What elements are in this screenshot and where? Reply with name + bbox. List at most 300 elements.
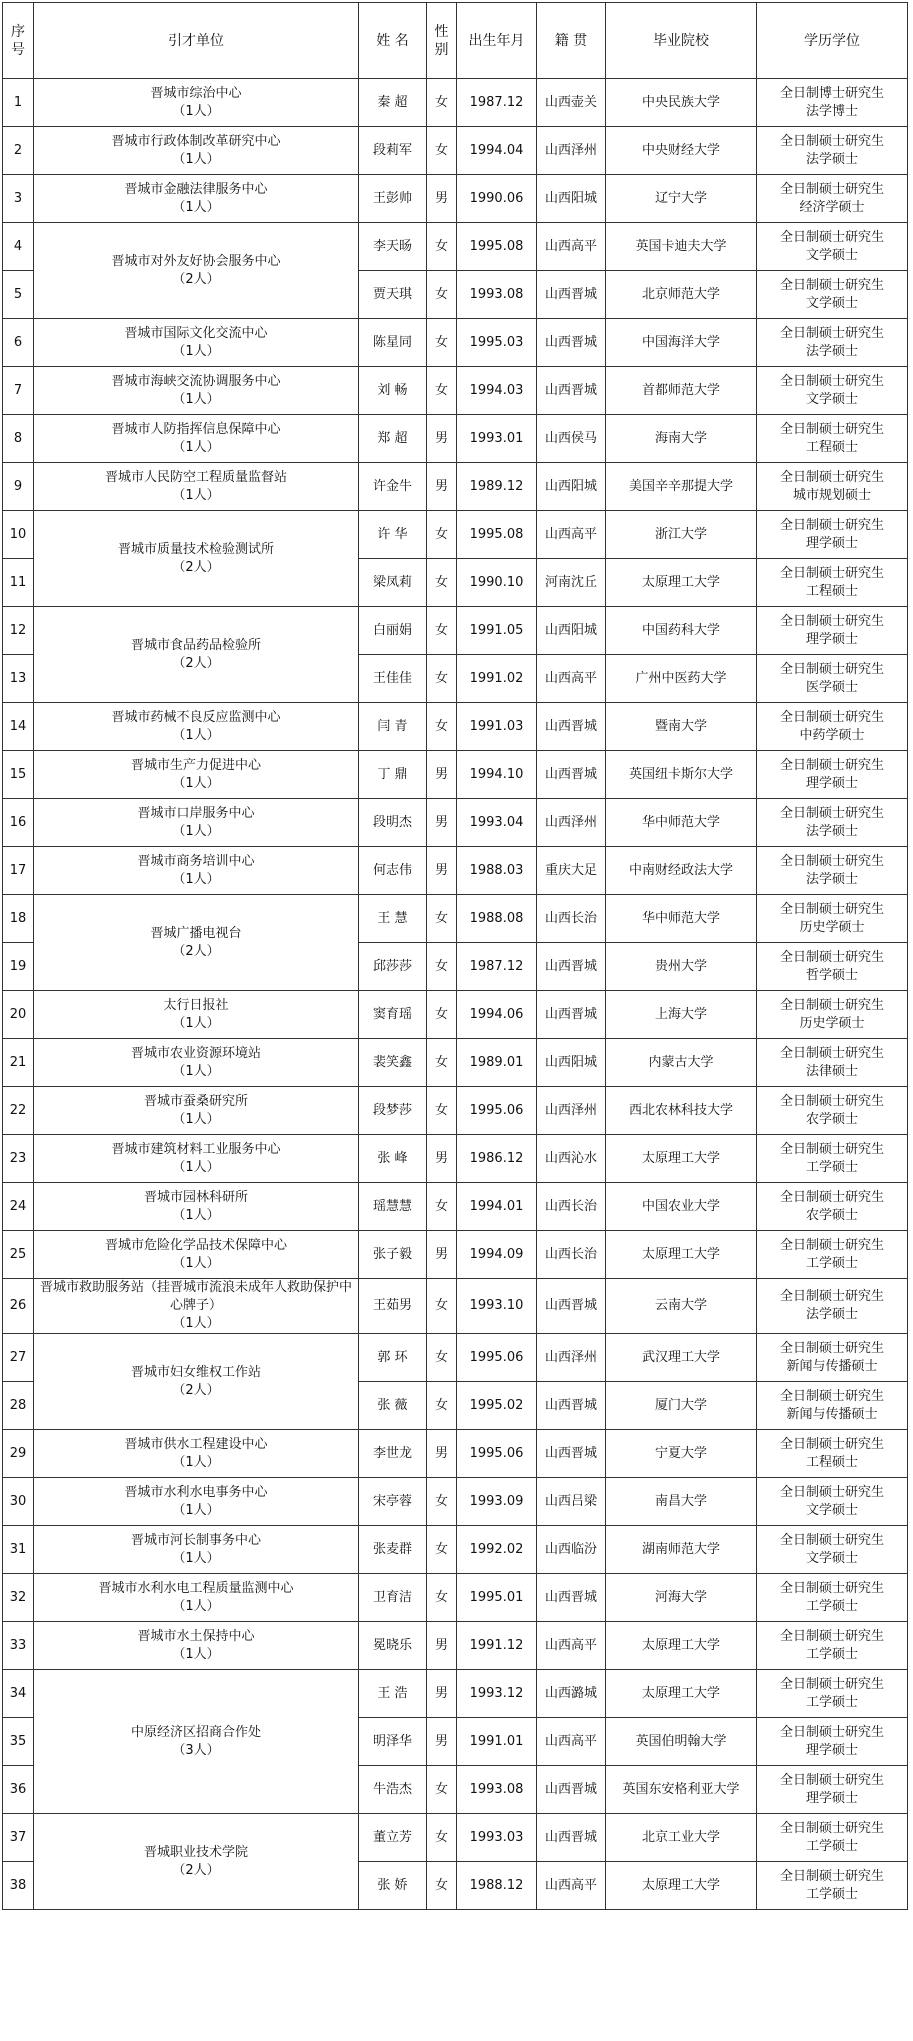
talent-table [2, 2, 908, 1910]
cell-unit [34, 223, 359, 319]
unit-count: （2人） [172, 655, 220, 671]
cell-seq: 28 [3, 1382, 34, 1430]
cell-degree [757, 79, 908, 127]
unit-name: 晋城市河长制事务中心 [130, 1532, 261, 1548]
cell-name: 张 娇 [359, 1862, 427, 1910]
degree-title: 法学博士 [805, 103, 858, 119]
cell-name: 郭 环 [359, 1334, 427, 1382]
cell-gender: 男 [427, 1718, 457, 1766]
unit-count: （1人） [172, 871, 220, 887]
table-row [3, 751, 908, 799]
degree-type: 全日制硕士研究生 [779, 853, 884, 869]
cell-gender: 男 [427, 1135, 457, 1183]
degree-title: 法学硕士 [805, 1307, 858, 1322]
cell-seq: 7 [3, 367, 34, 415]
cell-seq: 38 [3, 1862, 34, 1910]
cell-school: 暨南大学 [606, 703, 757, 751]
degree-type: 全日制硕士研究生 [779, 1388, 884, 1404]
cell-gender: 女 [427, 703, 457, 751]
cell-birth: 1988.03 [457, 847, 537, 895]
cell-name: 贾天琪 [359, 271, 427, 319]
cell-unit [34, 367, 359, 415]
cell-name: 王 浩 [359, 1670, 427, 1718]
cell-name: 张 薇 [359, 1382, 427, 1430]
degree-title: 工学硕士 [805, 1598, 858, 1614]
degree-type: 全日制硕士研究生 [779, 1772, 884, 1788]
degree-type: 全日制硕士研究生 [779, 997, 884, 1013]
cell-seq: 22 [3, 1087, 34, 1135]
unit-count: （1人） [172, 151, 220, 167]
unit-name: 晋城市行政体制改革研究中心 [111, 133, 281, 149]
cell-origin: 山西晋城 [537, 1766, 606, 1814]
degree-type: 全日制硕士研究生 [779, 1340, 884, 1356]
cell-origin: 山西高平 [537, 1718, 606, 1766]
cell-origin: 山西阳城 [537, 175, 606, 223]
cell-origin: 山西晋城 [537, 1574, 606, 1622]
cell-seq: 4 [3, 223, 34, 271]
cell-unit [34, 847, 359, 895]
cell-origin: 山西晋城 [537, 943, 606, 991]
table-row [3, 1526, 908, 1574]
cell-school: 英国卡迪夫大学 [606, 223, 757, 271]
cell-degree [757, 1622, 908, 1670]
unit-count: （1人） [172, 439, 220, 455]
cell-school: 太原理工大学 [606, 1231, 757, 1279]
cell-gender: 女 [427, 1526, 457, 1574]
degree-type: 全日制硕士研究生 [779, 1141, 884, 1157]
cell-seq: 33 [3, 1622, 34, 1670]
cell-unit [34, 1622, 359, 1670]
cell-gender: 女 [427, 1279, 457, 1334]
cell-degree [757, 1814, 908, 1862]
cell-degree [757, 1334, 908, 1382]
cell-degree [757, 607, 908, 655]
cell-degree [757, 703, 908, 751]
cell-unit [34, 79, 359, 127]
cell-birth: 1994.03 [457, 367, 537, 415]
cell-school: 中国药科大学 [606, 607, 757, 655]
cell-school: 河海大学 [606, 1574, 757, 1622]
table-row [3, 415, 908, 463]
table-row [3, 1231, 908, 1279]
degree-title: 城市规划硕士 [792, 487, 871, 503]
unit-name: 晋城职业技术学院 [143, 1844, 248, 1860]
degree-type: 全日制硕士研究生 [779, 517, 884, 533]
cell-seq: 12 [3, 607, 34, 655]
cell-origin: 山西阳城 [537, 607, 606, 655]
table-row [3, 1478, 908, 1526]
table-row [3, 991, 908, 1039]
cell-birth: 1993.03 [457, 1814, 537, 1862]
cell-unit [34, 319, 359, 367]
cell-name: 王 慧 [359, 895, 427, 943]
unit-count: （1人） [172, 1550, 220, 1566]
cell-seq: 9 [3, 463, 34, 511]
cell-school: 太原理工大学 [606, 1135, 757, 1183]
degree-title: 新闻与传播硕士 [786, 1406, 878, 1422]
cell-seq: 21 [3, 1039, 34, 1087]
cell-gender: 男 [427, 799, 457, 847]
cell-name: 王佳佳 [359, 655, 427, 703]
unit-name: 晋城市海峡交流协调服务中心 [111, 373, 281, 389]
cell-unit [34, 799, 359, 847]
unit-name: 中原经济区招商合作处 [130, 1724, 261, 1740]
table-row [3, 1574, 908, 1622]
cell-seq: 5 [3, 271, 34, 319]
cell-unit [34, 463, 359, 511]
cell-degree [757, 415, 908, 463]
table-row [3, 1039, 908, 1087]
cell-birth: 1989.12 [457, 463, 537, 511]
degree-title: 法学硕士 [805, 151, 858, 167]
cell-name: 裴笑鑫 [359, 1039, 427, 1087]
unit-count: （1人） [172, 103, 220, 119]
cell-seq: 35 [3, 1718, 34, 1766]
cell-birth: 1987.12 [457, 79, 537, 127]
cell-name: 段梦莎 [359, 1087, 427, 1135]
degree-title: 文学硕士 [805, 1550, 858, 1566]
table-row [3, 1135, 908, 1183]
cell-gender: 女 [427, 1039, 457, 1087]
cell-gender: 女 [427, 1862, 457, 1910]
degree-title: 哲学硕士 [805, 967, 858, 983]
degree-type: 全日制硕士研究生 [779, 1820, 884, 1836]
unit-count: （1人） [172, 1454, 220, 1470]
cell-origin: 山西阳城 [537, 463, 606, 511]
cell-origin: 山西晋城 [537, 367, 606, 415]
cell-degree [757, 991, 908, 1039]
cell-seq: 26 [3, 1279, 34, 1334]
cell-origin: 山西长治 [537, 895, 606, 943]
cell-birth: 1994.04 [457, 127, 537, 175]
cell-degree [757, 1718, 908, 1766]
table-row [3, 367, 908, 415]
unit-count: （2人） [172, 1382, 220, 1398]
cell-name: 段明杰 [359, 799, 427, 847]
cell-unit [34, 607, 359, 703]
degree-type: 全日制硕士研究生 [779, 709, 884, 725]
cell-school: 浙江大学 [606, 511, 757, 559]
unit-name: 太行日报社 [163, 997, 229, 1013]
cell-origin: 山西侯马 [537, 415, 606, 463]
unit-count: （1人） [172, 199, 220, 215]
cell-origin: 山西沁水 [537, 1135, 606, 1183]
cell-birth: 1991.02 [457, 655, 537, 703]
degree-title: 工学硕士 [805, 1646, 858, 1662]
unit-name: 晋城市水利水电事务中心 [124, 1484, 268, 1500]
cell-birth: 1995.02 [457, 1382, 537, 1430]
cell-school: 英国东安格利亚大学 [606, 1766, 757, 1814]
cell-gender: 男 [427, 1430, 457, 1478]
cell-seq: 25 [3, 1231, 34, 1279]
cell-school: 广州中医药大学 [606, 655, 757, 703]
cell-gender: 男 [427, 847, 457, 895]
cell-school: 中南财经政法大学 [606, 847, 757, 895]
unit-count: （1人） [172, 391, 220, 407]
cell-degree [757, 1039, 908, 1087]
cell-birth: 1986.12 [457, 1135, 537, 1183]
cell-birth: 1995.06 [457, 1430, 537, 1478]
cell-name: 秦 超 [359, 79, 427, 127]
degree-title: 法学硕士 [805, 871, 858, 887]
degree-type: 全日制硕士研究生 [779, 805, 884, 821]
cell-school: 厦门大学 [606, 1382, 757, 1430]
cell-gender: 女 [427, 1087, 457, 1135]
cell-unit [34, 1478, 359, 1526]
cell-origin: 山西阳城 [537, 1039, 606, 1087]
cell-birth: 1993.08 [457, 1766, 537, 1814]
degree-type: 全日制硕士研究生 [779, 661, 884, 677]
cell-seq: 19 [3, 943, 34, 991]
degree-type: 全日制博士研究生 [779, 85, 884, 101]
cell-gender: 女 [427, 655, 457, 703]
cell-birth: 1991.05 [457, 607, 537, 655]
cell-name: 王彭帅 [359, 175, 427, 223]
cell-name: 刘 畅 [359, 367, 427, 415]
cell-seq: 29 [3, 1430, 34, 1478]
cell-degree [757, 175, 908, 223]
cell-birth: 1995.08 [457, 511, 537, 559]
unit-count: （3人） [172, 1742, 220, 1758]
cell-degree [757, 1430, 908, 1478]
unit-count: （1人） [172, 1646, 220, 1662]
cell-birth: 1991.03 [457, 703, 537, 751]
cell-birth: 1993.09 [457, 1478, 537, 1526]
unit-name: 晋城市商务培训中心 [137, 853, 255, 869]
cell-degree [757, 559, 908, 607]
cell-origin: 山西晋城 [537, 1430, 606, 1478]
cell-degree [757, 895, 908, 943]
degree-type: 全日制硕士研究生 [779, 565, 884, 581]
degree-type: 全日制硕士研究生 [779, 181, 884, 197]
unit-name: 晋城市人民防空工程质量监督站 [104, 469, 287, 485]
cell-school: 中央民族大学 [606, 79, 757, 127]
unit-count: （2人） [172, 1862, 220, 1878]
cell-name: 王茹男 [359, 1279, 427, 1334]
cell-gender: 女 [427, 1766, 457, 1814]
cell-degree [757, 463, 908, 511]
degree-title: 工程硕士 [805, 583, 858, 599]
degree-type: 全日制硕士研究生 [779, 1724, 884, 1740]
unit-count: （1人） [172, 1255, 220, 1271]
header-school: 毕业院校 [606, 3, 757, 79]
header-name: 姓 名 [359, 3, 427, 79]
table-row [3, 1334, 908, 1382]
unit-count: （1人） [172, 1502, 220, 1518]
cell-school: 武汉理工大学 [606, 1334, 757, 1382]
degree-type: 全日制硕士研究生 [779, 277, 884, 293]
unit-name: 晋城市蚕桑研究所 [143, 1093, 248, 1109]
unit-count: （1人） [172, 1207, 220, 1223]
cell-seq: 37 [3, 1814, 34, 1862]
cell-unit [34, 703, 359, 751]
cell-name: 张 峰 [359, 1135, 427, 1183]
cell-school: 太原理工大学 [606, 1622, 757, 1670]
cell-gender: 男 [427, 175, 457, 223]
degree-title: 中药学硕士 [799, 727, 865, 743]
cell-origin: 山西潞城 [537, 1670, 606, 1718]
cell-name: 窦育瑶 [359, 991, 427, 1039]
talent-table-container [2, 2, 907, 1910]
cell-seq: 11 [3, 559, 34, 607]
unit-count: （2人） [172, 943, 220, 959]
cell-degree [757, 511, 908, 559]
cell-birth: 1991.12 [457, 1622, 537, 1670]
cell-birth: 1988.12 [457, 1862, 537, 1910]
degree-title: 农学硕士 [805, 1111, 858, 1127]
unit-name: 晋城市农业资源环境站 [130, 1045, 261, 1061]
table-row [3, 1430, 908, 1478]
table-row [3, 895, 908, 943]
cell-origin: 山西长治 [537, 1231, 606, 1279]
unit-name: 晋城市建筑材料工业服务中心 [111, 1141, 281, 1157]
cell-name: 卫育洁 [359, 1574, 427, 1622]
cell-degree [757, 1087, 908, 1135]
cell-degree [757, 319, 908, 367]
cell-school: 上海大学 [606, 991, 757, 1039]
cell-gender: 女 [427, 607, 457, 655]
degree-title: 法学硕士 [805, 823, 858, 839]
cell-name: 李世龙 [359, 1430, 427, 1478]
cell-origin: 山西高平 [537, 655, 606, 703]
cell-school: 北京师范大学 [606, 271, 757, 319]
table-body [3, 79, 908, 1910]
cell-school: 中国农业大学 [606, 1183, 757, 1231]
cell-name: 白丽娟 [359, 607, 427, 655]
cell-name: 冕晓乐 [359, 1622, 427, 1670]
degree-type: 全日制硕士研究生 [779, 901, 884, 917]
degree-title: 理学硕士 [805, 1790, 858, 1806]
cell-degree [757, 1478, 908, 1526]
cell-origin: 山西高平 [537, 511, 606, 559]
degree-type: 全日制硕士研究生 [779, 469, 884, 485]
cell-origin: 山西泽州 [537, 1087, 606, 1135]
table-row [3, 1814, 908, 1862]
cell-gender: 女 [427, 127, 457, 175]
cell-seq: 13 [3, 655, 34, 703]
unit-name: 晋城市危险化学品技术保障中心 [104, 1237, 287, 1253]
unit-name: 晋城市国际文化交流中心 [124, 325, 268, 341]
cell-degree [757, 367, 908, 415]
cell-school: 贵州大学 [606, 943, 757, 991]
cell-name: 明泽华 [359, 1718, 427, 1766]
cell-name: 张子毅 [359, 1231, 427, 1279]
table-row [3, 1670, 908, 1718]
degree-title: 理学硕士 [805, 1742, 858, 1758]
cell-school: 内蒙古大学 [606, 1039, 757, 1087]
degree-type: 全日制硕士研究生 [779, 1532, 884, 1548]
cell-gender: 男 [427, 415, 457, 463]
cell-unit [34, 1814, 359, 1910]
cell-school: 美国辛辛那提大学 [606, 463, 757, 511]
cell-birth: 1995.08 [457, 223, 537, 271]
cell-unit [34, 1670, 359, 1814]
cell-birth: 1995.06 [457, 1087, 537, 1135]
unit-name: 晋城市救助服务站（挂晋城市流浪未成年人救助保护中心牌子） [39, 1280, 352, 1313]
degree-type: 全日制硕士研究生 [779, 757, 884, 773]
unit-name: 晋城市口岸服务中心 [137, 805, 255, 821]
cell-origin: 山西晋城 [537, 319, 606, 367]
cell-origin: 山西晋城 [537, 1814, 606, 1862]
cell-name: 闫 青 [359, 703, 427, 751]
cell-school: 湖南师范大学 [606, 1526, 757, 1574]
cell-school: 云南大学 [606, 1279, 757, 1334]
degree-type: 全日制硕士研究生 [779, 1676, 884, 1692]
cell-name: 张麦群 [359, 1526, 427, 1574]
cell-birth: 1990.10 [457, 559, 537, 607]
table-row [3, 79, 908, 127]
cell-name: 郑 超 [359, 415, 427, 463]
unit-count: （1人） [172, 823, 220, 839]
cell-seq: 14 [3, 703, 34, 751]
cell-seq: 17 [3, 847, 34, 895]
unit-count: （1人） [172, 727, 220, 743]
cell-school: 中国海洋大学 [606, 319, 757, 367]
cell-degree [757, 1231, 908, 1279]
degree-type: 全日制硕士研究生 [779, 1093, 884, 1109]
table-row [3, 607, 908, 655]
cell-birth: 1995.01 [457, 1574, 537, 1622]
cell-gender: 女 [427, 1574, 457, 1622]
table-row [3, 1087, 908, 1135]
table-row [3, 223, 908, 271]
cell-name: 陈星同 [359, 319, 427, 367]
header-gender: 性别 [427, 3, 457, 79]
table-row [3, 511, 908, 559]
cell-gender: 女 [427, 1814, 457, 1862]
degree-type: 全日制硕士研究生 [779, 325, 884, 341]
degree-title: 理学硕士 [805, 631, 858, 647]
cell-gender: 女 [427, 1183, 457, 1231]
cell-unit [34, 991, 359, 1039]
cell-degree [757, 799, 908, 847]
cell-unit [34, 1430, 359, 1478]
degree-type: 全日制硕士研究生 [779, 133, 884, 149]
cell-seq: 16 [3, 799, 34, 847]
degree-title: 历史学硕士 [799, 919, 865, 935]
cell-seq: 3 [3, 175, 34, 223]
degree-type: 全日制硕士研究生 [779, 1580, 884, 1596]
unit-name: 晋城市金融法律服务中心 [124, 181, 268, 197]
cell-seq: 31 [3, 1526, 34, 1574]
cell-degree [757, 127, 908, 175]
cell-origin: 山西壶关 [537, 79, 606, 127]
cell-name: 许 华 [359, 511, 427, 559]
table-row [3, 703, 908, 751]
unit-name: 晋城市妇女维权工作站 [130, 1364, 261, 1380]
cell-seq: 2 [3, 127, 34, 175]
cell-origin: 山西高平 [537, 223, 606, 271]
cell-name: 段莉军 [359, 127, 427, 175]
cell-school: 太原理工大学 [606, 559, 757, 607]
cell-gender: 女 [427, 271, 457, 319]
cell-seq: 18 [3, 895, 34, 943]
degree-type: 全日制硕士研究生 [779, 421, 884, 437]
cell-birth: 1987.12 [457, 943, 537, 991]
degree-type: 全日制硕士研究生 [779, 1289, 884, 1304]
unit-count: （1人） [172, 1111, 220, 1127]
cell-birth: 1988.08 [457, 895, 537, 943]
unit-name: 晋城市人防指挥信息保障中心 [111, 421, 281, 437]
degree-type: 全日制硕士研究生 [779, 1484, 884, 1500]
unit-count: （1人） [172, 1159, 220, 1175]
degree-title: 农学硕士 [805, 1207, 858, 1223]
cell-unit [34, 415, 359, 463]
cell-gender: 女 [427, 511, 457, 559]
cell-school: 太原理工大学 [606, 1862, 757, 1910]
cell-birth: 1993.10 [457, 1279, 537, 1334]
cell-unit [34, 751, 359, 799]
